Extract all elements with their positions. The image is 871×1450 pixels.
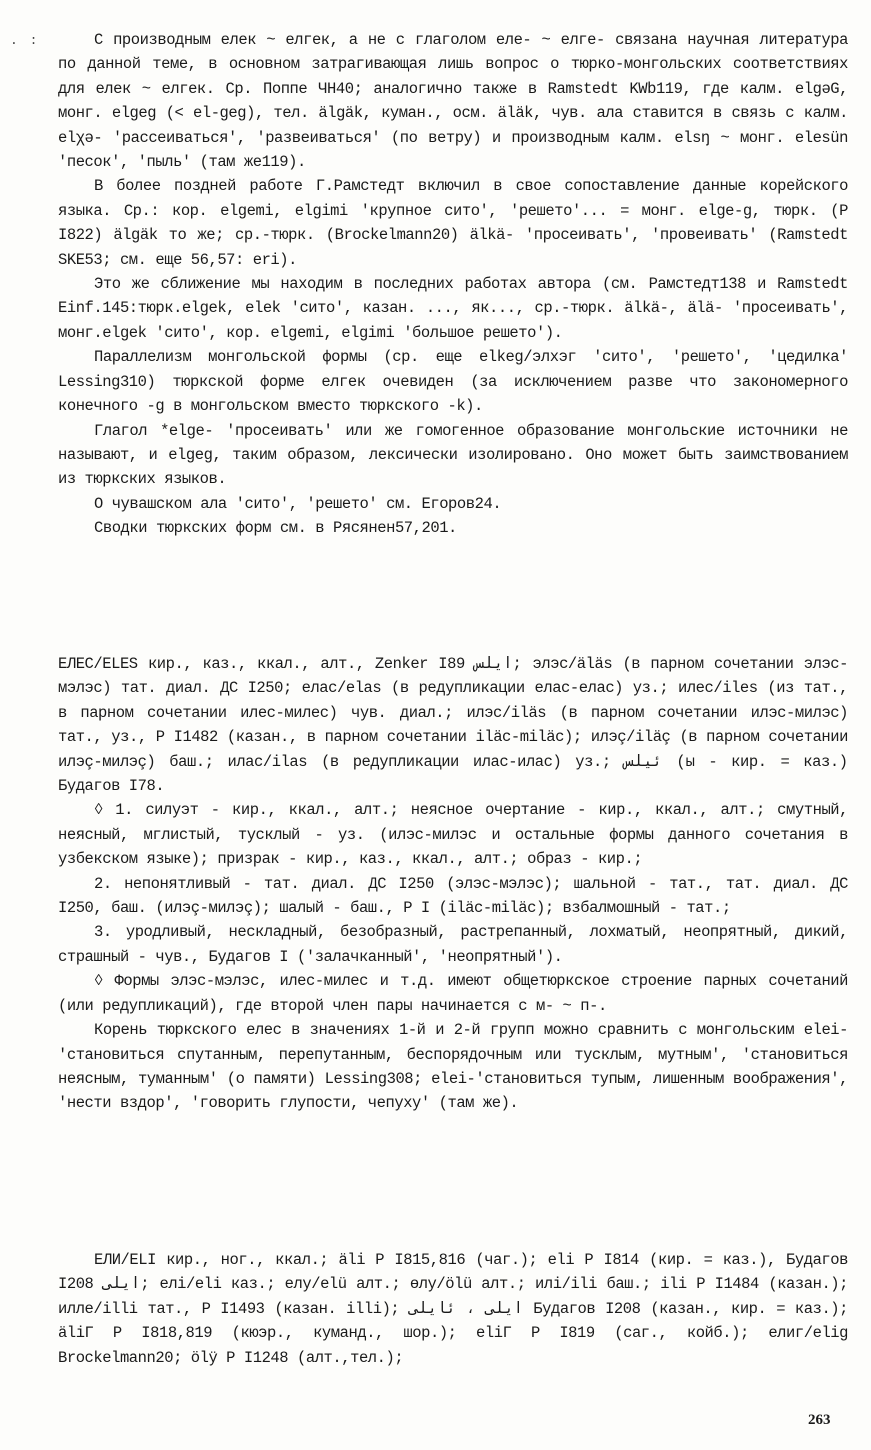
meaning-2: 2. непонятливый - тат. диал. ДС I250 (элэс-мэлэс); шальной - тат., тат. диал. ДС I250, баш. (илэç-милэç); шалый - баш., Р I (iläc-miläc); взбалмошный - тат.;	[58, 874, 848, 918]
margin-mark: . :	[10, 33, 40, 48]
paragraph: Это же сближение мы находим в последних работах автора (см. Рамстедт138 и Ramstedt Einf.145:тюрк.elgek, elek 'сито', казан. ..., як..., ср.-тюрк. älkä-, älä- 'просеивать', монг.elgek 'сито', кор. elgemi, elgimi 'большое решето').	[58, 275, 848, 342]
entry-eles	[58, 652, 848, 1116]
paragraph: Сводки тюркских форм см. в Рясянен57,201.	[94, 519, 457, 538]
entry-head: ЕЛЕС/ELES кир., каз., ккал., алт., Zenker I89 ايلس; элэс/äläs (в парном сочетании элэс-мэлэс) тат. диал. ДС I250; елас/elas (в редупликации елас-елас) уз.; илес/iles (из тат., в парном сочетании илес-милес) чув. диал.; илэс/iläs (в парном сочетании илэс-милэс) тат., уз., Р I1482 (казан., в парном сочетании iläc-miläc); илэç/iläç (в парном сочетании илэç-милэç) баш.; илас/ilas (в редупликации илас-илас) уз.; ئيلس (ы - кир. = каз.) Будагов I78.	[58, 655, 849, 796]
meaning-1: ◊ 1. силуэт - кир., ккал., алт.; неясное очертание - кир., ккал., алт.; смутный, неясный, мглистый, тусклый - уз. (илэс-милэс и остальные формы данного сочетания в узбекском языке); призрак - кир., каз., ккал., алт.; образ - кир.;	[58, 801, 848, 869]
paragraph: Глагол *elge- 'просеивать' или же гомогенное образование монгольские источники не называют, и elgeg, таким образом, лексически изолировано. Оно может быть заимствованием из тюркских языков.	[58, 421, 848, 489]
paragraph: О чувашском ала 'сито', 'решето' см. Егоров24.	[94, 494, 502, 513]
paragraph: С производным елек ~ елгек, а не с глаголом еле- ~ елге- связана научная литература по данной теме, в основном затрагивающая лишь вопрос о тюрко-монгольских соответствиях для елек ~ елгек. Ср. Поппе ЧН40; аналогично также в Ramstedt KWb119, где калм. elgəG, монг. elgeg (< el-geg), тел. älgäk, куман., осм. äläk, чув. ала ставится в связь с калм. elχə- 'рассеиваться', 'развеиваться' (по ветру) и производным калм. elsŋ ~ монг. elesün 'песок', 'пыль' (там же119).	[58, 31, 848, 172]
paragraph: В более поздней работе Г.Рамстедт включил в свое сопоставление данные корейского языка. Ср.: кор. elgemi, elgimi 'крупное сито', 'решето'... = монг. elge-g, тюрк. (Р I822) älgäk то же; ср.-тюрк. (Brockelmann20) älkä- 'просеивать', 'провеивать' (Ramstedt SKE53; см. еще 56,57: eri).	[58, 177, 848, 269]
meaning-3: 3. уродливый, нескладный, безобразный, растрепанный, лохматый, неопрятный, дикий, страшный - чув., Будагов I ('залачканный', 'неопрятный').	[58, 923, 848, 966]
entry-head: ЕЛИ/ELI кир., ног., ккал.; äli Р I815,816 (чаг.); eli Р I814 (кир. = каз.), Будагов I208 ايلى; елі/elі каз.; елу/elü алт.; өлу/ölü алт.; илі/ilі баш.; ilі Р I1484 (казан.); илле/illi тат., Р I1493 (казан. illi); ايلى ، ئايلى Будагов I208 (казан., кир. = каз.); äliГ Р I818,819 (кюэр., куманд., шор.); eliГ Р I819 (саг., койб.); елиг/elig Brockelmann20; ölÿ Р I1248 (алт.,тел.);	[58, 1251, 849, 1367]
page-number: 263	[808, 1412, 831, 1428]
entry-eli	[58, 1248, 848, 1370]
paragraph: ◊ Формы элэс-мэлэс, илес-милес и т.д. имеют общетюркское строение парных сочетаний (или редупликаций), где второй член пары начинается с м- ~ п-.	[58, 972, 848, 1015]
paragraph: Корень тюркского елес в значениях 1-й и 2-й групп можно сравнить с монгольским elei-'становиться спутанным, перепутанным, беспорядочным или тусклым, мутным', 'становиться неясным, туманным' (о памяти) Lessing308; elei-'становиться тупым, лишенным воображения', 'нести вздор', 'говорить глупости, чепуху' (там же).	[58, 1021, 848, 1113]
paragraph: Параллелизм монгольской формы (ср. еще elkeg/элхэг 'сито', 'решето', 'цедилка' Lessing310) тюркской форме елгек очевиден (за исключением разве что закономерного конечного -g в монгольском вместо тюркского -k).	[58, 348, 848, 416]
section-elek	[58, 28, 848, 541]
